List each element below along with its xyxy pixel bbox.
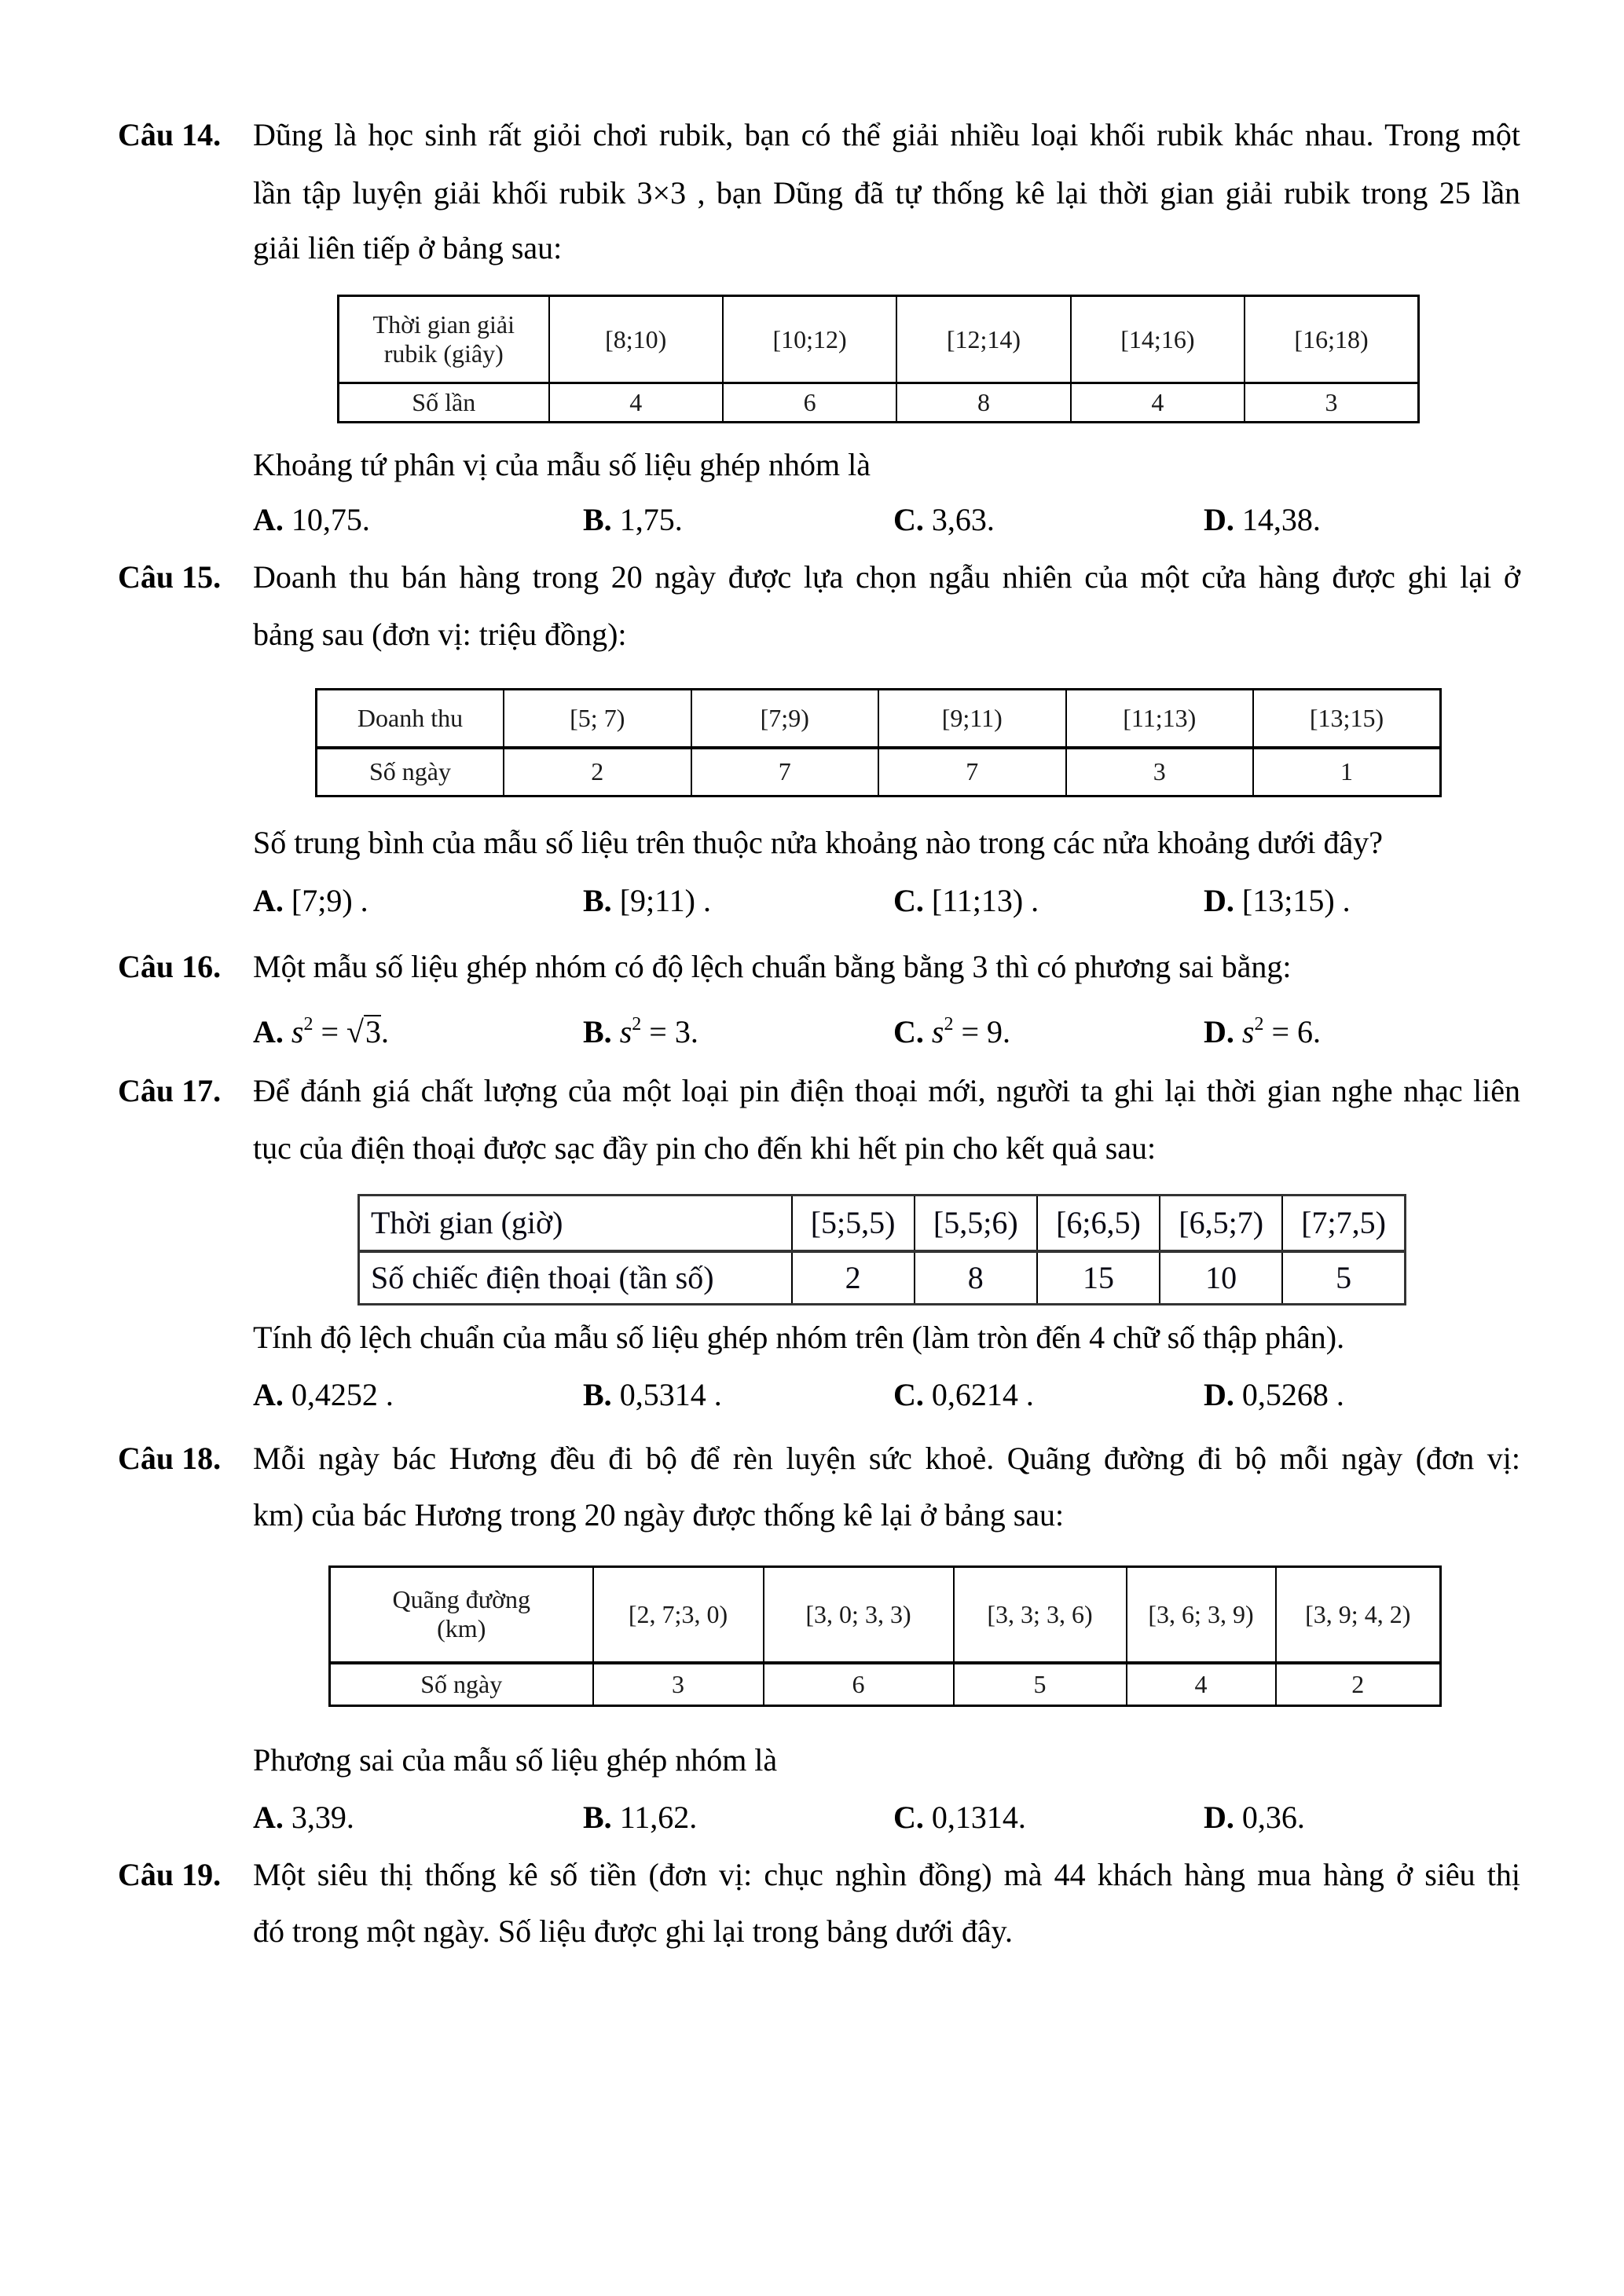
interval-cell: [9;11) bbox=[878, 690, 1066, 748]
option-value: 6 bbox=[1297, 1014, 1314, 1049]
interval-cell: [5,5;6) bbox=[915, 1196, 1037, 1251]
value-cell: 4 bbox=[549, 383, 723, 423]
value-cell: 2 bbox=[504, 748, 691, 796]
option-letter: B. bbox=[583, 1377, 612, 1412]
value-cell: 5 bbox=[1282, 1251, 1405, 1305]
option-text: 0,36. bbox=[1241, 1800, 1305, 1835]
option-c[interactable] bbox=[893, 1015, 1010, 1048]
value-cell: 5 bbox=[954, 1663, 1127, 1706]
table-row-frequency bbox=[330, 1663, 1441, 1706]
option-letter: A. bbox=[253, 502, 284, 537]
option-d[interactable] bbox=[1204, 1015, 1321, 1048]
value-cell: 4 bbox=[1071, 383, 1245, 423]
option-d[interactable] bbox=[1204, 504, 1321, 536]
table-row-intervals bbox=[359, 1196, 1406, 1251]
option-letter: B. bbox=[583, 1800, 612, 1835]
option-letter: B. bbox=[583, 1014, 612, 1049]
table-row-intervals bbox=[330, 1567, 1441, 1663]
option-text: 11,62. bbox=[619, 1800, 698, 1835]
option-letter: C. bbox=[893, 883, 924, 918]
option-letter: C. bbox=[893, 1377, 924, 1412]
interval-cell: [8;10) bbox=[549, 296, 723, 383]
value-cell: 7 bbox=[691, 748, 879, 796]
exponent: 2 bbox=[944, 1014, 954, 1034]
option-b[interactable] bbox=[583, 504, 683, 536]
period: . bbox=[690, 1014, 698, 1049]
interval-cell: [14;16) bbox=[1071, 296, 1245, 383]
exponent: 2 bbox=[632, 1014, 642, 1034]
value-cell: 8 bbox=[896, 383, 1070, 423]
header-line: Quãng đường bbox=[392, 1585, 531, 1614]
option-letter: D. bbox=[1204, 1014, 1234, 1049]
value-cell: 10 bbox=[1160, 1251, 1282, 1305]
option-text: 0,5268 . bbox=[1241, 1377, 1344, 1412]
value-cell: 2 bbox=[792, 1251, 915, 1305]
question-text-line: Một siêu thị thống kê số tiền (đơn vị: chục nghìn đồng) mà 44 khách hàng mua hàng ở siêu thị bbox=[253, 1857, 1520, 1892]
table-header-cell: Doanh thu bbox=[317, 690, 504, 748]
interval-cell: [3, 3; 3, 6) bbox=[954, 1567, 1127, 1663]
table-row-intervals bbox=[317, 690, 1441, 748]
data-table bbox=[337, 295, 1420, 423]
question-text-line: km) của bác Hương trong 20 ngày được thống kê lại ở bảng sau: bbox=[253, 1497, 1065, 1532]
question-prompt: Khoảng tứ phân vị của mẫu số liệu ghép nhóm là bbox=[253, 447, 871, 482]
period: . bbox=[1003, 1014, 1011, 1049]
table-row-frequency bbox=[339, 383, 1419, 423]
row-label-cell: Số ngày bbox=[330, 1663, 593, 1706]
interval-cell: [11;13) bbox=[1066, 690, 1254, 748]
option-c[interactable] bbox=[893, 1802, 1026, 1833]
question-prompt: Phương sai của mẫu số liệu ghép nhóm là bbox=[253, 1742, 778, 1778]
option-d[interactable] bbox=[1204, 885, 1351, 917]
option-letter: D. bbox=[1204, 1377, 1234, 1412]
data-table bbox=[357, 1194, 1406, 1305]
option-b[interactable] bbox=[583, 1802, 697, 1833]
question-text-line: Mỗi ngày bác Hương đều đi bộ để rèn luyện sức khoẻ. Quãng đường đi bộ mỗi ngày (đơn vị: bbox=[253, 1441, 1520, 1476]
value-cell: 6 bbox=[723, 383, 896, 423]
option-text: [13;15) . bbox=[1241, 883, 1351, 918]
interval-cell: [2, 7;3, 0) bbox=[593, 1567, 764, 1663]
interval-cell: [3, 0; 3, 3) bbox=[764, 1567, 954, 1663]
option-letter: B. bbox=[583, 502, 612, 537]
option-text: [11;13) . bbox=[931, 883, 1039, 918]
option-a[interactable] bbox=[253, 1802, 354, 1833]
equals-sign: = bbox=[641, 1014, 675, 1049]
question-label: Câu 15. bbox=[118, 559, 222, 595]
data-table bbox=[328, 1565, 1442, 1707]
question-text-line: Dũng là học sinh rất giỏi chơi rubik, bạn có thể giải nhiều loại khối rubik khác nhau. Trong một bbox=[253, 117, 1520, 152]
equals-sign: = bbox=[313, 1014, 347, 1049]
option-text: 0,4252 . bbox=[291, 1377, 394, 1412]
option-b[interactable] bbox=[583, 885, 711, 917]
value-cell: 7 bbox=[878, 748, 1066, 796]
question-prompt: Tính độ lệch chuẩn của mẫu số liệu ghép nhóm trên (làm tròn đến 4 chữ số thập phân). bbox=[253, 1320, 1345, 1355]
variable-s: s bbox=[1241, 1014, 1255, 1049]
option-text: [9;11) . bbox=[619, 883, 711, 918]
option-a[interactable] bbox=[253, 1379, 394, 1411]
header-line: Thời gian giải bbox=[372, 310, 515, 339]
value-cell: 1 bbox=[1253, 748, 1441, 796]
variable-s: s bbox=[619, 1014, 632, 1049]
option-letter: D. bbox=[1204, 502, 1234, 537]
option-a[interactable] bbox=[253, 504, 370, 536]
question-label: Câu 18. bbox=[118, 1441, 222, 1476]
interval-cell: [13;15) bbox=[1253, 690, 1441, 748]
option-c[interactable] bbox=[893, 1379, 1034, 1411]
option-d[interactable] bbox=[1204, 1802, 1305, 1833]
option-b[interactable] bbox=[583, 1015, 698, 1048]
option-letter: C. bbox=[893, 1014, 924, 1049]
interval-cell: [6;6,5) bbox=[1037, 1196, 1160, 1251]
question-label: Câu 19. bbox=[118, 1857, 222, 1892]
radicand: 3 bbox=[365, 1014, 381, 1049]
option-letter: D. bbox=[1204, 1800, 1234, 1835]
option-text: 3,39. bbox=[291, 1800, 354, 1835]
row-label-cell: Số lần bbox=[339, 383, 549, 423]
table-header-cell: Thời gian (giờ) bbox=[359, 1196, 792, 1251]
question-text-line: Doanh thu bán hàng trong 20 ngày được lựa chọn ngẫu nhiên của một cửa hàng được ghi lại ở bbox=[253, 559, 1520, 595]
exponent: 2 bbox=[1254, 1014, 1264, 1034]
option-a[interactable] bbox=[253, 885, 368, 917]
question-text-line: Một mẫu số liệu ghép nhóm có độ lệch chuẩn bằng bằng 3 thì có phương sai bằng: bbox=[253, 949, 1292, 984]
table-header-cell bbox=[339, 296, 549, 383]
table-header-cell bbox=[330, 1567, 593, 1663]
option-text: [7;9) . bbox=[291, 883, 368, 918]
equals-sign: = bbox=[1263, 1014, 1298, 1049]
option-text: 0,1314. bbox=[931, 1800, 1026, 1835]
option-c[interactable] bbox=[893, 504, 995, 536]
option-letter: D. bbox=[1204, 883, 1234, 918]
period: . bbox=[1313, 1014, 1322, 1049]
value-cell: 3 bbox=[1066, 748, 1254, 796]
question-label: Câu 14. bbox=[118, 117, 222, 152]
row-label-cell: Số chiếc điện thoại (tần số) bbox=[359, 1251, 792, 1305]
header-line: rubik (giây) bbox=[383, 339, 504, 368]
row-label-cell: Số ngày bbox=[317, 748, 504, 796]
option-value: 9 bbox=[987, 1014, 1003, 1049]
option-letter: C. bbox=[893, 502, 924, 537]
option-letter: A. bbox=[253, 1014, 284, 1049]
question-text-line: bảng sau (đơn vị: triệu đồng): bbox=[253, 617, 627, 652]
interval-cell: [3, 6; 3, 9) bbox=[1127, 1567, 1276, 1663]
value-cell: 8 bbox=[915, 1251, 1037, 1305]
option-text: 10,75. bbox=[291, 502, 370, 537]
option-a[interactable] bbox=[253, 1015, 389, 1048]
question-prompt: Số trung bình của mẫu số liệu trên thuộc nửa khoảng nào trong các nửa khoảng dưới đây? bbox=[253, 825, 1384, 860]
question-text-line: đó trong một ngày. Số liệu được ghi lại trong bảng dưới đây. bbox=[253, 1913, 1014, 1949]
question-text-line: lần tập luyện giải khối rubik 3×3 , bạn Dũng đã tự thống kê lại thời gian giải rubik trong 25 lần bbox=[253, 175, 1520, 211]
value-cell: 3 bbox=[593, 1663, 764, 1706]
interval-cell: [10;12) bbox=[723, 296, 896, 383]
option-text: 3,63. bbox=[931, 502, 995, 537]
question-label: Câu 17. bbox=[118, 1073, 222, 1108]
question-text-line: Để đánh giá chất lượng của một loại pin điện thoại mới, người ta ghi lại thời gian nghe nhạc liên bbox=[253, 1073, 1520, 1108]
question-label: Câu 16. bbox=[118, 949, 222, 984]
variable-s: s bbox=[931, 1014, 944, 1049]
interval-cell: [5;5,5) bbox=[792, 1196, 915, 1251]
interval-cell: [7;9) bbox=[691, 690, 879, 748]
interval-cell: [3, 9; 4, 2) bbox=[1276, 1567, 1441, 1663]
option-text: 0,5314 . bbox=[619, 1377, 722, 1412]
option-letter: B. bbox=[583, 883, 612, 918]
option-text: 14,38. bbox=[1241, 502, 1321, 537]
value-cell: 4 bbox=[1127, 1663, 1276, 1706]
option-letter: A. bbox=[253, 1800, 284, 1835]
period: . bbox=[380, 1014, 389, 1049]
option-text: 0,6214 . bbox=[931, 1377, 1034, 1412]
value-cell: 15 bbox=[1037, 1251, 1160, 1305]
option-value: 3 bbox=[674, 1014, 691, 1049]
option-c[interactable] bbox=[893, 885, 1039, 917]
table-row-frequency bbox=[317, 748, 1441, 796]
option-d[interactable] bbox=[1204, 1379, 1344, 1411]
table-row-frequency bbox=[359, 1251, 1406, 1305]
value-cell: 6 bbox=[764, 1663, 954, 1706]
exponent: 2 bbox=[303, 1014, 313, 1034]
table-row-intervals bbox=[339, 296, 1419, 383]
value-cell: 2 bbox=[1276, 1663, 1441, 1706]
equals-sign: = bbox=[953, 1014, 988, 1049]
data-table bbox=[315, 688, 1442, 797]
variable-s: s bbox=[291, 1014, 304, 1049]
option-letter: A. bbox=[253, 1377, 284, 1412]
interval-cell: [5; 7) bbox=[504, 690, 691, 748]
interval-cell: [12;14) bbox=[896, 296, 1070, 383]
option-text: 1,75. bbox=[619, 502, 683, 537]
option-letter: C. bbox=[893, 1800, 924, 1835]
option-b[interactable] bbox=[583, 1379, 722, 1411]
square-root-icon: √ bbox=[346, 1014, 364, 1049]
header-line: (km) bbox=[437, 1614, 486, 1643]
interval-cell: [7;7,5) bbox=[1282, 1196, 1405, 1251]
option-letter: A. bbox=[253, 883, 284, 918]
question-text-line: tục của điện thoại được sạc đầy pin cho đến khi hết pin cho kết quả sau: bbox=[253, 1130, 1157, 1166]
interval-cell: [16;18) bbox=[1245, 296, 1418, 383]
interval-cell: [6,5;7) bbox=[1160, 1196, 1282, 1251]
question-text-line: giải liên tiếp ở bảng sau: bbox=[253, 230, 563, 265]
value-cell: 3 bbox=[1245, 383, 1418, 423]
